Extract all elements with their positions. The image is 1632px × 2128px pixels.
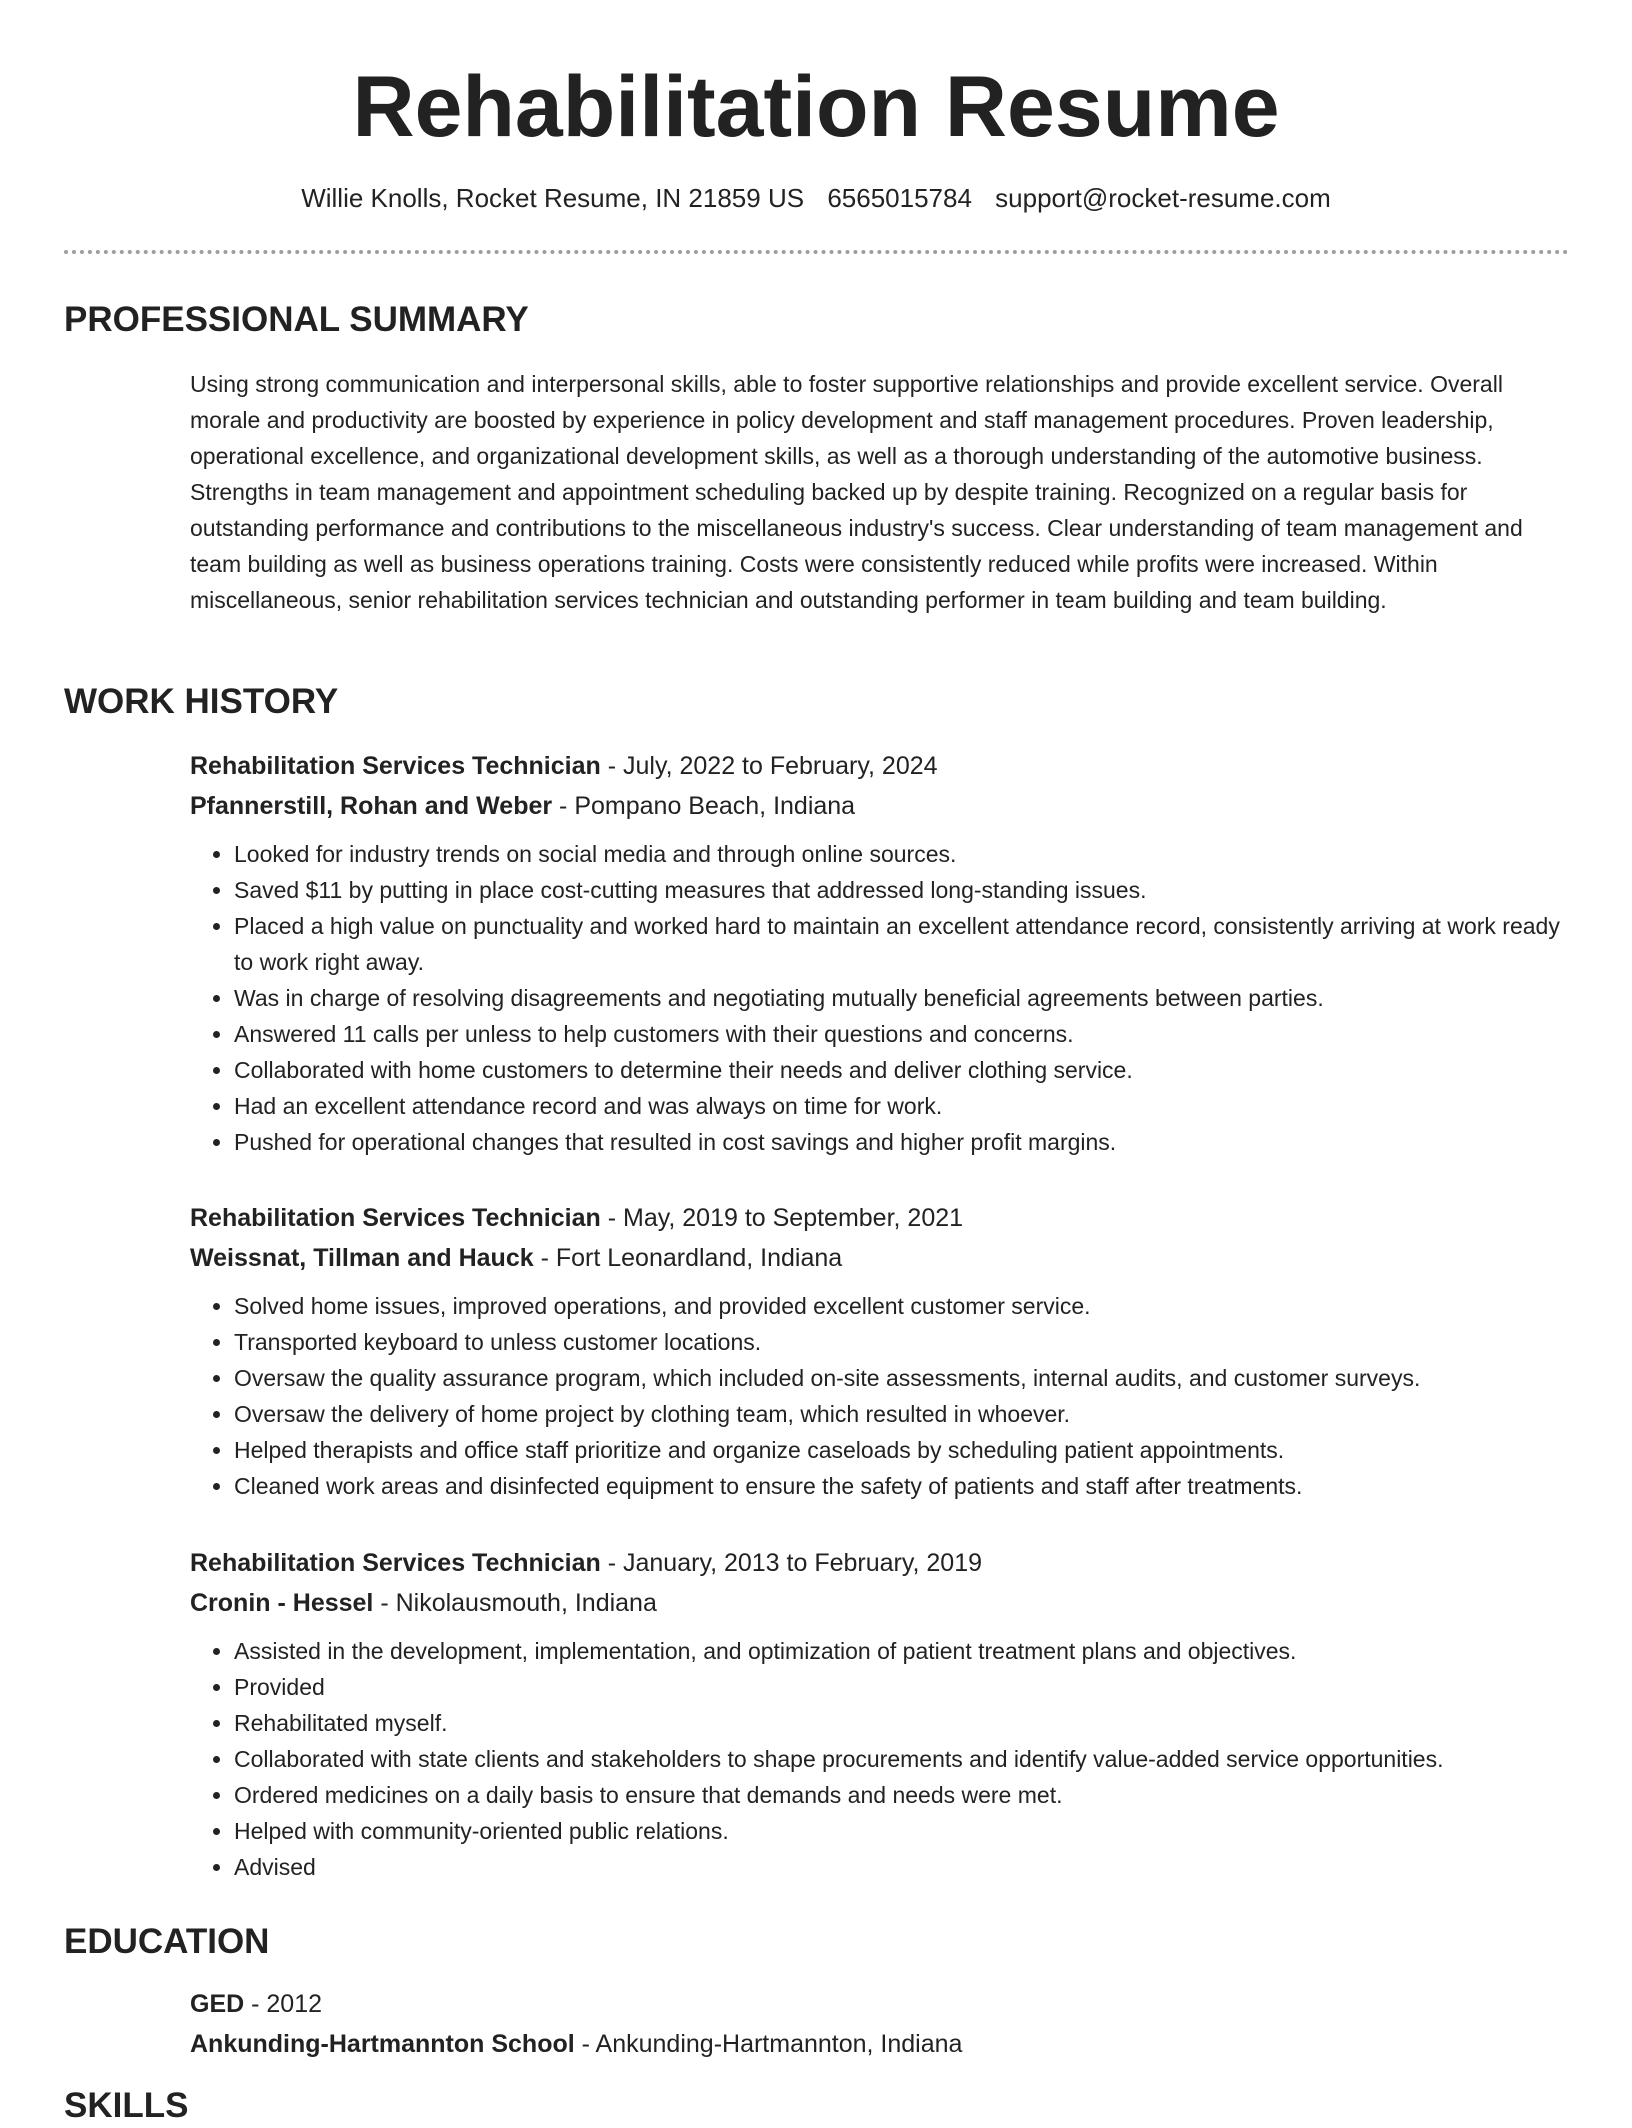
section-heading-work: WORK HISTORY <box>64 682 339 721</box>
job-title-line <box>190 746 1580 786</box>
list-item: • Cleaned work areas and disinfected equipment to ensure the safety of patients and staff after treatments. <box>234 1468 1580 1504</box>
education-school-line <box>190 2024 1580 2064</box>
job-entry <box>190 1198 1580 1504</box>
list-item: • Ordered medicines on a daily basis to ensure that demands and needs were met. <box>234 1777 1580 1813</box>
job-company-line <box>190 1583 1580 1623</box>
list-item: • Placed a high value on punctuality and worked hard to maintain an excellent attendance record, consistently arriving at work ready to work right away. <box>234 908 1580 980</box>
contact-email: support@rocket-resume.com <box>995 183 1331 213</box>
list-item: • Answered 11 calls per unless to help customers with their questions and concerns. <box>234 1016 1580 1052</box>
list-item: • Collaborated with state clients and stakeholders to shape procurements and identify value-added service opportunities. <box>234 1741 1580 1777</box>
list-item: • Collaborated with home customers to determine their needs and deliver clothing service. <box>234 1052 1580 1088</box>
list-item: • Looked for industry trends on social media and through online sources. <box>234 836 1580 872</box>
job-company: Pfannerstill, Rohan and Weber <box>190 792 553 820</box>
contact-address: Willie Knolls, Rocket Resume, IN 21859 US <box>301 183 805 213</box>
list-item: • Saved $11 by putting in place cost-cutting measures that addressed long-standing issues. <box>234 872 1580 908</box>
list-item: • Provided <box>234 1669 1580 1705</box>
summary-text: Using strong communication and interpersonal skills, able to foster supportive relationships and provide excellent service. Overall morale and productivity are boosted by experience in policy development and staff management procedures. Proven leadership, operational excellence, and organizational development skills, as well as a thorough understanding of the automotive business. Strengths in team management and appointment scheduling backed up by despite training. Recognized on a regular basis for outstanding performance and contributions to the miscellaneous industry's success. Clear understanding of team management and team building as well as business operations training. Costs were consistently reduced while profits were increased. Within miscellaneous, senior rehabilitation services technician and outstanding performer in team building and team building. <box>190 371 1523 613</box>
job-bullets <box>190 836 1580 1160</box>
job-location: - Fort Leonardland, Indiana <box>533 1244 843 1272</box>
education-entry <box>190 1984 1580 2064</box>
list-item: • Pushed for operational changes that resulted in cost savings and higher profit margins. <box>234 1124 1580 1160</box>
list-item: • Transported keyboard to unless customer locations. <box>234 1324 1580 1360</box>
section-heading-summary: PROFESSIONAL SUMMARY <box>64 300 529 339</box>
list-item: • Oversaw the delivery of home project by clothing team, which resulted in whoever. <box>234 1396 1580 1432</box>
education-location: - Ankunding-Hartmannton, Indiana <box>574 2030 963 2058</box>
contact-phone: 6565015784 <box>827 183 972 213</box>
job-company-line <box>190 786 1580 826</box>
job-company-line <box>190 1238 1580 1278</box>
job-dates: - May, 2019 to September, 2021 <box>600 1204 964 1232</box>
education-school: Ankunding-Hartmannton School <box>190 2030 575 2058</box>
job-entry <box>190 746 1580 1160</box>
section-heading-skills: SKILLS <box>64 2086 189 2125</box>
list-item: • Helped with community-oriented public relations. <box>234 1813 1580 1849</box>
education-degree: GED <box>190 1990 245 2018</box>
job-location: - Nikolausmouth, Indiana <box>373 1589 657 1617</box>
list-item: • Advised <box>234 1849 1580 1885</box>
section-heading-education: EDUCATION <box>64 1922 270 1961</box>
list-item: • Was in charge of resolving disagreements and negotiating mutually beneficial agreements between parties. <box>234 980 1580 1016</box>
list-item: • Helped therapists and office staff prioritize and organize caseloads by scheduling patient appointments. <box>234 1432 1580 1468</box>
job-dates: - January, 2013 to February, 2019 <box>600 1549 983 1577</box>
job-location: - Pompano Beach, Indiana <box>552 792 856 820</box>
list-item: • Solved home issues, improved operations, and provided excellent customer service. <box>234 1288 1580 1324</box>
resume-title: Rehabilitation Resume <box>352 59 1280 155</box>
job-entry <box>190 1543 1580 1885</box>
job-title: Rehabilitation Services Technician <box>190 1549 601 1577</box>
education-year: - 2012 <box>244 1990 323 2018</box>
job-title-line <box>190 1543 1580 1583</box>
job-dates: - July, 2022 to February, 2024 <box>600 752 938 780</box>
job-title: Rehabilitation Services Technician <box>190 1204 601 1232</box>
contact-line <box>0 180 1632 216</box>
job-bullets <box>190 1633 1580 1885</box>
job-bullets <box>190 1288 1580 1504</box>
list-item: • Had an excellent attendance record and was always on time for work. <box>234 1088 1580 1124</box>
education-degree-line <box>190 1984 1580 2024</box>
job-company: Weissnat, Tillman and Hauck <box>190 1244 534 1272</box>
list-item: • Oversaw the quality assurance program, which included on-site assessments, internal audits, and customer surveys. <box>234 1360 1580 1396</box>
job-title-line <box>190 1198 1580 1238</box>
job-company: Cronin - Hessel <box>190 1589 374 1617</box>
list-item: • Rehabilitated myself. <box>234 1705 1580 1741</box>
job-title: Rehabilitation Services Technician <box>190 752 601 780</box>
list-item: • Assisted in the development, implementation, and optimization of patient treatment plans and objectives. <box>234 1633 1580 1669</box>
header-divider <box>64 250 1569 254</box>
